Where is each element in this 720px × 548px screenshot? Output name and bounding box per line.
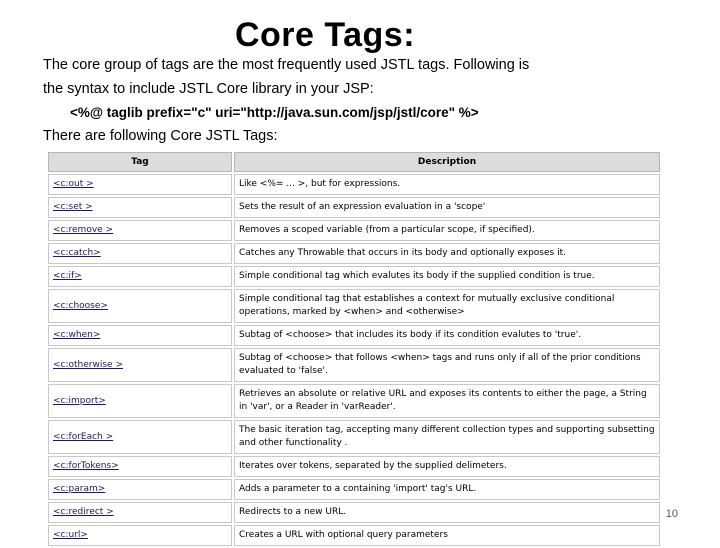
tag-link[interactable]: <c:when> (48, 325, 232, 346)
table-row (48, 197, 660, 218)
intro-line: the syntax to include JSTL Core library in your JSP: (43, 80, 374, 97)
page-number: 10 (665, 508, 678, 520)
tag-description: Subtag of <choose> that follows <when> tags and runs only if all of the prior conditions evaluated to 'false'. (234, 348, 660, 382)
taglib-syntax: <%@ taglib prefix="c" uri="http://java.sun.com/jsp/jstl/core" %> (70, 105, 479, 120)
table-row (48, 174, 660, 195)
slide-title: Core Tags: (234, 16, 416, 54)
table-row (48, 384, 660, 418)
tag-link[interactable]: <c:redirect > (48, 502, 232, 523)
tag-description: Iterates over tokens, separated by the supplied delimeters. (234, 456, 660, 477)
table-row (48, 289, 660, 323)
tag-description: Retrieves an absolute or relative URL and exposes its contents to either the page, a String in 'var', or a Reader in 'varReader'. (234, 384, 660, 418)
intro-line: There are following Core JSTL Tags: (43, 127, 278, 144)
tag-description: Like <%= ... >, but for expressions. (234, 174, 660, 195)
table-row (48, 456, 660, 477)
core-tags-table (46, 150, 662, 548)
tag-link[interactable]: <c:import> (48, 384, 232, 418)
tag-description: Removes a scoped variable (from a particular scope, if specified). (234, 220, 660, 241)
tag-link[interactable]: <c:url> (48, 525, 232, 546)
tag-link[interactable]: <c:set > (48, 197, 232, 218)
intro-text (43, 54, 529, 148)
tag-description: Simple conditional tag that establishes a context for mutually exclusive conditional operations, marked by <when> and <otherwise> (234, 289, 660, 323)
table-row (48, 502, 660, 523)
tag-link[interactable]: <c:if> (48, 266, 232, 287)
tag-description: Adds a parameter to a containing 'import' tag's URL. (234, 479, 660, 500)
tag-description: Subtag of <choose> that includes its body if its condition evalutes to 'true'. (234, 325, 660, 346)
tag-description: The basic iteration tag, accepting many different collection types and supporting subsetting and other functionality . (234, 420, 660, 454)
tag-description: Sets the result of an expression evaluation in a 'scope' (234, 197, 660, 218)
table-row (48, 420, 660, 454)
tag-description: Redirects to a new URL. (234, 502, 660, 523)
tag-description: Creates a URL with optional query parameters (234, 525, 660, 546)
tag-link[interactable]: <c:param> (48, 479, 232, 500)
column-header-tag: Tag (48, 152, 232, 172)
table-row (48, 348, 660, 382)
tag-link[interactable]: <c:out > (48, 174, 232, 195)
table-row (48, 325, 660, 346)
table-header-row (48, 152, 660, 172)
tag-link[interactable]: <c:remove > (48, 220, 232, 241)
table-row (48, 243, 660, 264)
table-row (48, 525, 660, 546)
table-row (48, 220, 660, 241)
tag-link[interactable]: <c:otherwise > (48, 348, 232, 382)
tag-description: Simple conditional tag which evalutes its body if the supplied condition is true. (234, 266, 660, 287)
intro-line: The core group of tags are the most frequently used JSTL tags. Following is (43, 57, 530, 73)
tag-link[interactable]: <c:catch> (48, 243, 232, 264)
tag-link[interactable]: <c:forEach > (48, 420, 232, 454)
tag-link[interactable]: <c:forTokens> (48, 456, 232, 477)
column-header-description: Description (234, 152, 660, 172)
tag-description: Catches any Throwable that occurs in its body and optionally exposes it. (234, 243, 660, 264)
tag-link[interactable]: <c:choose> (48, 289, 232, 323)
table-row (48, 266, 660, 287)
table-row (48, 479, 660, 500)
